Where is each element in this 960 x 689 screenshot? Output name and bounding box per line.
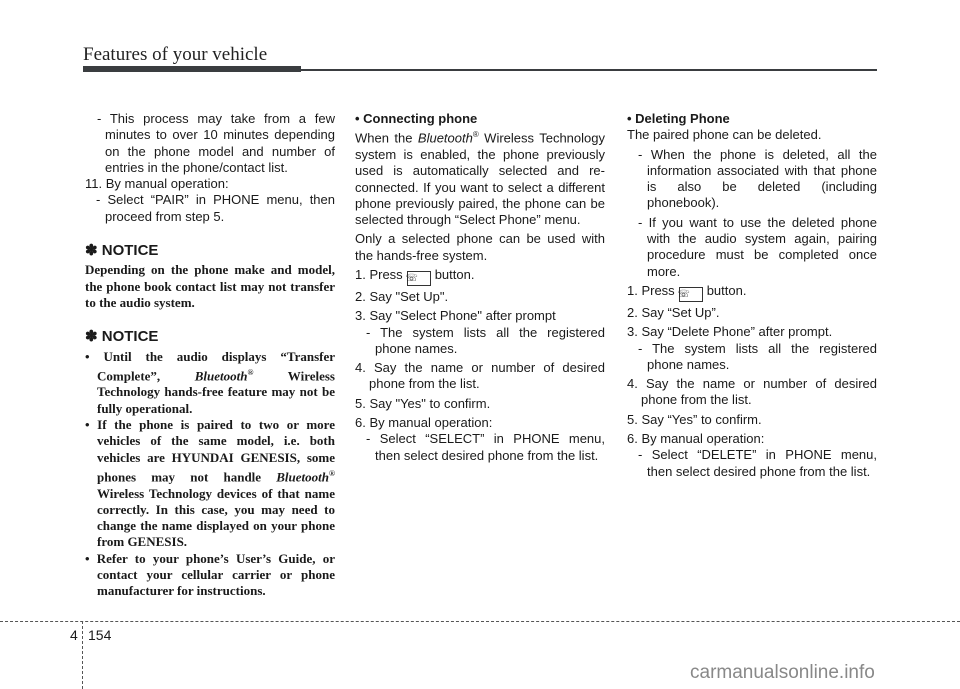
notice-bullet: • Refer to your phone’s User’s Guide, or contact your cellular carrier or phone manufacturer for instructions. xyxy=(85,550,335,599)
text: Wireless Technology hands-free feature may not be fully operational. xyxy=(97,368,335,416)
step-3: 3. Say “Delete Phone” after prompt. xyxy=(627,324,833,340)
footer-divider xyxy=(82,621,83,689)
step-11: 11. By manual operation: xyxy=(85,176,229,192)
page-header-title: Features of your vehicle xyxy=(83,44,268,65)
registered-mark: ® xyxy=(472,130,479,140)
step-11-sub: - Select “PAIR” in PHONE menu, then proceed from step 5. xyxy=(96,192,335,224)
step-3-sub: - The system lists all the registered phone names. xyxy=(638,340,877,372)
notice-text: Depending on the phone make and model, the phone book contact list may not transfer to the audio system. xyxy=(85,262,335,310)
step-3: 3. Say "Select Phone" after prompt xyxy=(355,308,556,324)
column-right xyxy=(627,111,877,480)
step-1 xyxy=(627,283,877,302)
delete-note: - When the phone is deleted, all the information associated with that phone is also be deleted (including phonebook). xyxy=(638,146,877,211)
text: Wireless Technology system is enabled, the phone previously used is automatically selected and re-connected. If you want to select a different phone previously paired, the phone can be selected through “Select Phone” menu. xyxy=(355,130,605,228)
text: • Until the audio displays “Transfer Complete”, xyxy=(85,348,335,384)
text: 1. Press xyxy=(355,267,403,282)
column-middle xyxy=(355,111,605,464)
text: button. xyxy=(706,282,747,298)
step-5: 5. Say "Yes" to confirm. xyxy=(355,395,491,411)
phone-button-icon: ☏ xyxy=(407,271,431,286)
step-2: 2. Say "Set Up". xyxy=(355,289,449,304)
phone-button-icon: ☏ xyxy=(679,287,703,302)
header-bar xyxy=(83,66,301,72)
step-4: 4. Say the name or number of desired phone from the list. xyxy=(627,376,877,408)
intro-paragraph xyxy=(355,127,605,228)
page-number: 154 xyxy=(88,627,112,643)
section-title: • Deleting Phone xyxy=(627,111,730,126)
step-6: 6. By manual operation: xyxy=(627,431,765,447)
process-note: - This process may take from a few minutes to over 10 minutes depending on the phone model and number of entries in the phone/contact list. xyxy=(97,111,335,175)
column-left xyxy=(85,111,335,600)
step-5: 5. Say “Yes” to confirm. xyxy=(627,411,762,427)
notice-bullet xyxy=(85,349,335,418)
step-2: 2. Say “Set Up”. xyxy=(627,304,720,320)
paragraph: The paired phone can be deleted. xyxy=(627,127,822,143)
header-rule xyxy=(301,69,877,71)
step-4: 4. Say the name or number of desired phone from the list. xyxy=(355,360,605,392)
text: When the xyxy=(355,130,418,146)
step-3-sub: - The system lists all the registered phone names. xyxy=(366,324,605,356)
footer-rule xyxy=(0,621,960,622)
registered-mark: ® xyxy=(247,367,254,377)
bluetooth-text: Bluetooth xyxy=(417,130,473,146)
delete-note: - If you want to use the deleted phone with the audio system again, pairing procedure must be completed once more. xyxy=(638,214,877,279)
notice-heading: ✽ NOTICE xyxy=(85,328,159,346)
step-1 xyxy=(355,267,605,286)
step-6-sub: - Select “DELETE” in PHONE menu, then select desired phone from the list. xyxy=(638,447,877,479)
text: Wireless Technology devices of that name correctly. In this case, you may need to change the name displayed on your phone from GENESIS. xyxy=(97,485,335,550)
step-6: 6. By manual operation: xyxy=(355,415,493,431)
text: • If the phone is paired to two or more vehicles of the same model, i.e. both vehicles are HYUNDAI GENESIS, some phones may not handle xyxy=(85,417,335,485)
text: button. xyxy=(434,267,475,282)
section-number: 4 xyxy=(70,627,78,643)
text: 1. Press xyxy=(627,282,675,298)
step-6-sub: - Select “SELECT” in PHONE menu, then select desired phone from the list. xyxy=(366,431,605,463)
notice-bullet xyxy=(85,417,335,551)
bluetooth-text: Bluetooth xyxy=(194,368,248,384)
section-title: • Connecting phone xyxy=(355,111,478,126)
notice-heading: ✽ NOTICE xyxy=(85,242,159,260)
registered-mark: ® xyxy=(329,468,335,478)
watermark: carmanualsonline.info xyxy=(690,662,875,683)
paragraph: Only a selected phone can be used with the hands-free system. xyxy=(355,231,605,263)
bluetooth-text: Bluetooth xyxy=(276,469,330,485)
